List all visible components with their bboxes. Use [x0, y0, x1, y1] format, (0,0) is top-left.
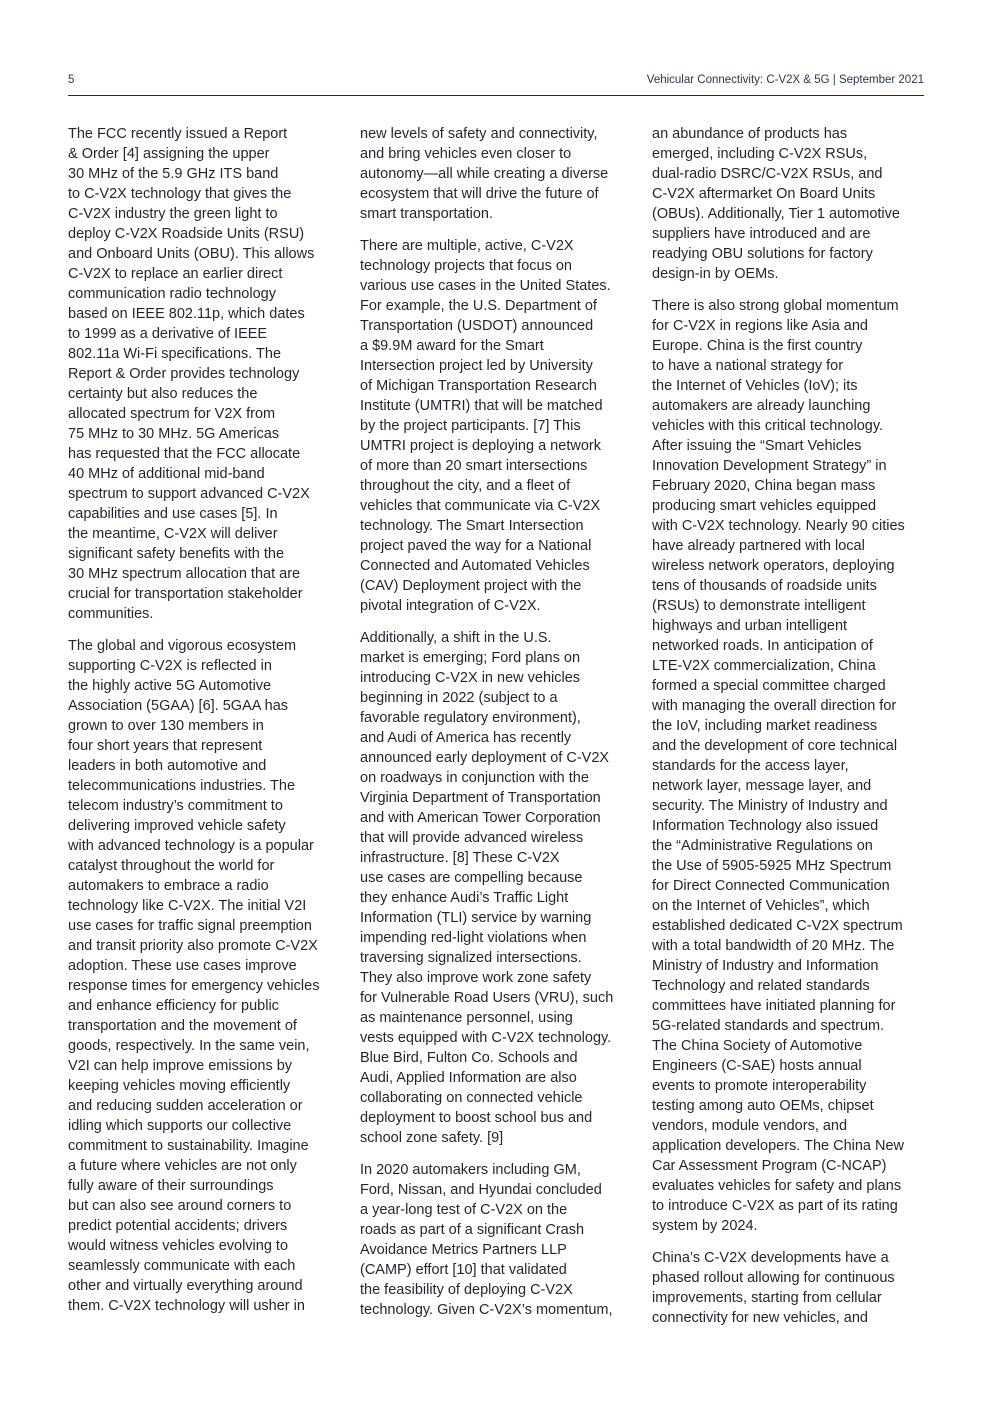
- text-line: application developers. The China New: [652, 1138, 905, 1154]
- text-line: response times for emergency vehicles: [68, 978, 320, 994]
- text-line: to have a national strategy for: [652, 358, 844, 374]
- text-line: leaders in both automotive and: [68, 758, 267, 774]
- text-line: 802.11a Wi-Fi specifications. The: [68, 346, 282, 362]
- paragraph: [360, 1160, 634, 1320]
- text-line: of more than 20 smart intersections: [360, 458, 588, 474]
- text-line: C-V2X to replace an earlier direct: [68, 266, 283, 282]
- text-line: Virginia Department of Transportation: [360, 790, 601, 806]
- text-line: automakers to embrace a radio: [68, 878, 269, 894]
- text-line: with C-V2X technology. Nearly 90 cities: [652, 518, 905, 534]
- text-line: throughout the city, and a fleet of: [360, 478, 571, 494]
- text-line: improvements, starting from cellular: [652, 1290, 882, 1306]
- text-line: crucial for transportation stakeholder: [68, 586, 303, 602]
- text-column-3: [652, 124, 926, 1340]
- text-line: for Direct Connected Communication: [652, 878, 890, 894]
- text-line: with a total bandwidth of 20 MHz. The: [652, 938, 895, 954]
- text-line: automakers are already launching: [652, 398, 871, 414]
- text-line: market is emerging; Ford plans on: [360, 650, 581, 666]
- text-line: technology like C-V2X. The initial V2I: [68, 898, 307, 914]
- text-line: with advanced technology is a popular: [68, 838, 314, 854]
- text-line: seamlessly communicate with each: [68, 1258, 296, 1274]
- paragraph: [360, 124, 634, 224]
- text-line: The FCC recently issued a Report: [68, 126, 288, 142]
- text-line: catalyst throughout the world for: [68, 858, 275, 874]
- text-line: and Onboard Units (OBU). This allows: [68, 246, 315, 262]
- text-line: and bring vehicles even closer to: [360, 146, 572, 162]
- text-line: a year-long test of C-V2X on the: [360, 1202, 568, 1218]
- text-line: The China Society of Automotive: [652, 1038, 863, 1054]
- text-line: grown to over 130 members in: [68, 718, 264, 734]
- text-line: phased rollout allowing for continuous: [652, 1270, 895, 1286]
- text-line: networked roads. In anticipation of: [652, 638, 873, 654]
- text-line: Engineers (C-SAE) hosts annual: [652, 1058, 862, 1074]
- text-line: For example, the U.S. Department of: [360, 298, 597, 314]
- text-line: vendors, module vendors, and: [652, 1118, 848, 1134]
- text-line: Intersection project led by University: [360, 358, 593, 374]
- text-line: keeping vehicles moving efficiently: [68, 1078, 291, 1094]
- text-line: evaluates vehicles for safety and plans: [652, 1178, 902, 1194]
- text-line: C-V2X industry the green light to: [68, 206, 278, 222]
- text-line: to 1999 as a derivative of IEEE: [68, 326, 268, 342]
- text-line: would witness vehicles evolving to: [68, 1238, 289, 1254]
- text-line: technology projects that focus on: [360, 258, 572, 274]
- text-line: based on IEEE 802.11p, which dates: [68, 306, 305, 322]
- text-line: fully aware of their surroundings: [68, 1178, 274, 1194]
- text-line: beginning in 2022 (subject to a: [360, 690, 558, 706]
- text-line: events to promote interoperability: [652, 1078, 867, 1094]
- text-line: the IoV, including market readiness: [652, 718, 878, 734]
- text-line: commitment to sustainability. Imagine: [68, 1138, 309, 1154]
- text-line: Report & Order provides technology: [68, 366, 300, 382]
- text-line: other and virtually everything around: [68, 1278, 303, 1294]
- text-line: with managing the overall direction for: [652, 698, 897, 714]
- text-line: delivering improved vehicle safety: [68, 818, 286, 834]
- text-line: allocated spectrum for V2X from: [68, 406, 276, 422]
- text-line: introducing C-V2X in new vehicles: [360, 670, 581, 686]
- text-line: roads as part of a significant Crash: [360, 1222, 585, 1238]
- text-line: technology. Given C-V2X’s momentum,: [360, 1302, 613, 1318]
- text-line: and reducing sudden acceleration or: [68, 1098, 303, 1114]
- text-line: autonomy—all while creating a diverse: [360, 166, 609, 182]
- text-line: 5G-related standards and spectrum.: [652, 1018, 885, 1034]
- text-line: network layer, message layer, and: [652, 778, 872, 794]
- text-line: formed a special committee charged: [652, 678, 886, 694]
- text-line: by the project participants. [7] This: [360, 418, 581, 434]
- text-line: collaborating on connected vehicle: [360, 1090, 583, 1106]
- text-line: connectivity for new vehicles, and: [652, 1310, 868, 1326]
- text-line: announced early deployment of C-V2X: [360, 750, 610, 766]
- text-line: school zone safety. [9]: [360, 1130, 504, 1146]
- text-line: smart transportation.: [360, 206, 493, 222]
- text-line: Innovation Development Strategy” in: [652, 458, 887, 474]
- text-line: has requested that the FCC allocate: [68, 446, 301, 462]
- text-column-2: [360, 124, 634, 1332]
- text-line: & Order [4] assigning the upper: [68, 146, 270, 162]
- text-line: Blue Bird, Fulton Co. Schools and: [360, 1050, 578, 1066]
- text-line: 75 MHz to 30 MHz. 5G Americas: [68, 426, 280, 442]
- text-line: In 2020 automakers including GM,: [360, 1162, 581, 1178]
- text-line: V2I can help improve emissions by: [68, 1058, 293, 1074]
- text-line: Information (TLI) service by warning: [360, 910, 592, 926]
- text-line: technology. The Smart Intersection: [360, 518, 584, 534]
- text-line: new levels of safety and connectivity,: [360, 126, 598, 142]
- text-line: but can also see around corners to: [68, 1198, 292, 1214]
- text-line: wireless network operators, deploying: [652, 558, 895, 574]
- text-line: and transit priority also promote C-V2X: [68, 938, 318, 954]
- text-line: security. The Ministry of Industry and: [652, 798, 888, 814]
- text-line: and enhance efficiency for public: [68, 998, 279, 1014]
- text-line: pivotal integration of C-V2X.: [360, 598, 541, 614]
- text-line: Association (5GAA) [6]. 5GAA has: [68, 698, 289, 714]
- text-line: 30 MHz spectrum allocation that are: [68, 566, 301, 582]
- paragraph: [360, 628, 634, 1148]
- text-line: China’s C-V2X developments have a: [652, 1250, 889, 1266]
- text-line: the highly active 5G Automotive: [68, 678, 272, 694]
- text-line: idling which supports our collective: [68, 1118, 292, 1134]
- text-line: adoption. These use cases improve: [68, 958, 297, 974]
- text-line: (OBUs). Additionally, Tier 1 automotive: [652, 206, 900, 222]
- text-line: the Use of 5905-5925 MHz Spectrum: [652, 858, 892, 874]
- paragraph: [68, 636, 342, 1316]
- text-line: impending red-light violations when: [360, 930, 587, 946]
- text-column-1: [68, 124, 342, 1328]
- text-line: Audi, Applied Information are also: [360, 1070, 577, 1086]
- text-line: communication radio technology: [68, 286, 276, 302]
- text-line: have already partnered with local: [652, 538, 865, 554]
- text-line: predict potential accidents; drivers: [68, 1218, 288, 1234]
- paragraph: [652, 296, 926, 1236]
- text-line: Ministry of Industry and Information: [652, 958, 879, 974]
- text-line: There are multiple, active, C-V2X: [360, 238, 574, 254]
- text-line: deploy C-V2X Roadside Units (RSU): [68, 226, 305, 242]
- text-line: ecosystem that will drive the future of: [360, 186, 599, 202]
- running-title: Vehicular Connectivity: C-V2X & 5G | September 2021: [646, 74, 924, 86]
- text-line: and the development of core technical: [652, 738, 898, 754]
- text-line: vests equipped with C-V2X technology.: [360, 1030, 612, 1046]
- text-line: (CAV) Deployment project with the: [360, 578, 582, 594]
- text-line: of Michigan Transportation Research: [360, 378, 597, 394]
- text-line: After issuing the “Smart Vehicles: [652, 438, 862, 454]
- text-line: to introduce C-V2X as part of its rating: [652, 1198, 898, 1214]
- text-line: traversing signalized intersections.: [360, 950, 582, 966]
- text-line: and with American Tower Corporation: [360, 810, 601, 826]
- text-line: system by 2024.: [652, 1218, 758, 1234]
- text-line: LTE-V2X commercialization, China: [652, 658, 876, 674]
- text-line: supporting C-V2X is reflected in: [68, 658, 272, 674]
- text-line: on the Internet of Vehicles”, which: [652, 898, 870, 914]
- paragraph: [68, 124, 342, 624]
- text-line: February 2020, China began mass: [652, 478, 876, 494]
- text-line: the “Administrative Regulations on: [652, 838, 873, 854]
- text-line: various use cases in the United States.: [360, 278, 611, 294]
- text-line: use cases for traffic signal preemption: [68, 918, 312, 934]
- text-line: suppliers have introduced and are: [652, 226, 871, 242]
- text-line: highways and urban intelligent: [652, 618, 848, 634]
- text-line: telecom industry’s commitment to: [68, 798, 283, 814]
- text-line: communities.: [68, 606, 154, 622]
- text-line: on roadways in conjunction with the: [360, 770, 589, 786]
- text-line: Institute (UMTRI) that will be matched: [360, 398, 603, 414]
- text-line: deployment to boost school bus and: [360, 1110, 593, 1126]
- text-line: emerged, including C-V2X RSUs,: [652, 146, 868, 162]
- text-line: 30 MHz of the 5.9 GHz ITS band: [68, 166, 279, 182]
- text-line: established dedicated C-V2X spectrum: [652, 918, 903, 934]
- text-line: Ford, Nissan, and Hyundai concluded: [360, 1182, 602, 1198]
- text-line: the Internet of Vehicles (IoV); its: [652, 378, 858, 394]
- text-line: they enhance Audi’s Traffic Light: [360, 890, 569, 906]
- header-divider: [68, 95, 924, 96]
- text-line: vehicles with this critical technology.: [652, 418, 884, 434]
- paragraph: [652, 124, 926, 284]
- text-line: an abundance of products has: [652, 126, 848, 142]
- text-line: Car Assessment Program (C-NCAP): [652, 1158, 887, 1174]
- text-line: that will provide advanced wireless: [360, 830, 584, 846]
- text-line: producing smart vehicles equipped: [652, 498, 877, 514]
- text-line: UMTRI project is deploying a network: [360, 438, 601, 454]
- paragraph: [360, 236, 634, 616]
- text-line: significant safety benefits with the: [68, 546, 285, 562]
- text-line: vehicles that communicate via C-V2X: [360, 498, 601, 514]
- text-line: readying OBU solutions for factory: [652, 246, 873, 262]
- text-line: and Audi of America has recently: [360, 730, 572, 746]
- text-line: (CAMP) effort [10] that validated: [360, 1262, 567, 1278]
- text-line: to C-V2X technology that gives the: [68, 186, 292, 202]
- text-line: Technology and related standards: [652, 978, 870, 994]
- text-line: for Vulnerable Road Users (VRU), such: [360, 990, 614, 1006]
- text-line: the meantime, C-V2X will deliver: [68, 526, 278, 542]
- text-line: Additionally, a shift in the U.S.: [360, 630, 552, 646]
- text-line: the feasibility of deploying C-V2X: [360, 1282, 573, 1298]
- text-line: Europe. China is the first country: [652, 338, 863, 354]
- text-line: Avoidance Metrics Partners LLP: [360, 1242, 567, 1258]
- text-line: dual-radio DSRC/C-V2X RSUs, and: [652, 166, 883, 182]
- text-line: project paved the way for a National: [360, 538, 592, 554]
- text-line: 40 MHz of additional mid-band: [68, 466, 265, 482]
- text-line: standards for the access layer,: [652, 758, 849, 774]
- text-line: as maintenance personnel, using: [360, 1010, 573, 1026]
- paragraph: [652, 1248, 926, 1328]
- text-line: a $9.9M award for the Smart: [360, 338, 544, 354]
- text-line: goods, respectively. In the same vein,: [68, 1038, 310, 1054]
- text-line: certainty but also reduces the: [68, 386, 258, 402]
- page-header: [68, 74, 924, 92]
- text-line: C-V2X aftermarket On Board Units: [652, 186, 876, 202]
- text-line: design-in by OEMs.: [652, 266, 779, 282]
- text-line: (RSUs) to demonstrate intelligent: [652, 598, 866, 614]
- page-number: 5: [68, 74, 75, 86]
- text-line: infrastructure. [8] These C-V2X: [360, 850, 560, 866]
- text-line: Connected and Automated Vehicles: [360, 558, 590, 574]
- text-line: capabilities and use cases [5]. In: [68, 506, 278, 522]
- text-line: use cases are compelling because: [360, 870, 583, 886]
- text-line: favorable regulatory environment),: [360, 710, 581, 726]
- text-line: spectrum to support advanced C-V2X: [68, 486, 310, 502]
- text-line: a future where vehicles are not only: [68, 1158, 297, 1174]
- text-line: testing among auto OEMs, chipset: [652, 1098, 874, 1114]
- text-line: The global and vigorous ecosystem: [68, 638, 297, 654]
- text-line: There is also strong global momentum: [652, 298, 899, 314]
- text-line: them. C-V2X technology will usher in: [68, 1298, 305, 1314]
- text-line: tens of thousands of roadside units: [652, 578, 877, 594]
- text-line: committees have initiated planning for: [652, 998, 896, 1014]
- text-line: four short years that represent: [68, 738, 263, 754]
- text-line: for C-V2X in regions like Asia and: [652, 318, 868, 334]
- text-line: telecommunications industries. The: [68, 778, 296, 794]
- text-line: They also improve work zone safety: [360, 970, 592, 986]
- text-line: transportation and the movement of: [68, 1018, 297, 1034]
- text-line: Transportation (USDOT) announced: [360, 318, 594, 334]
- text-line: Information Technology also issued: [652, 818, 879, 834]
